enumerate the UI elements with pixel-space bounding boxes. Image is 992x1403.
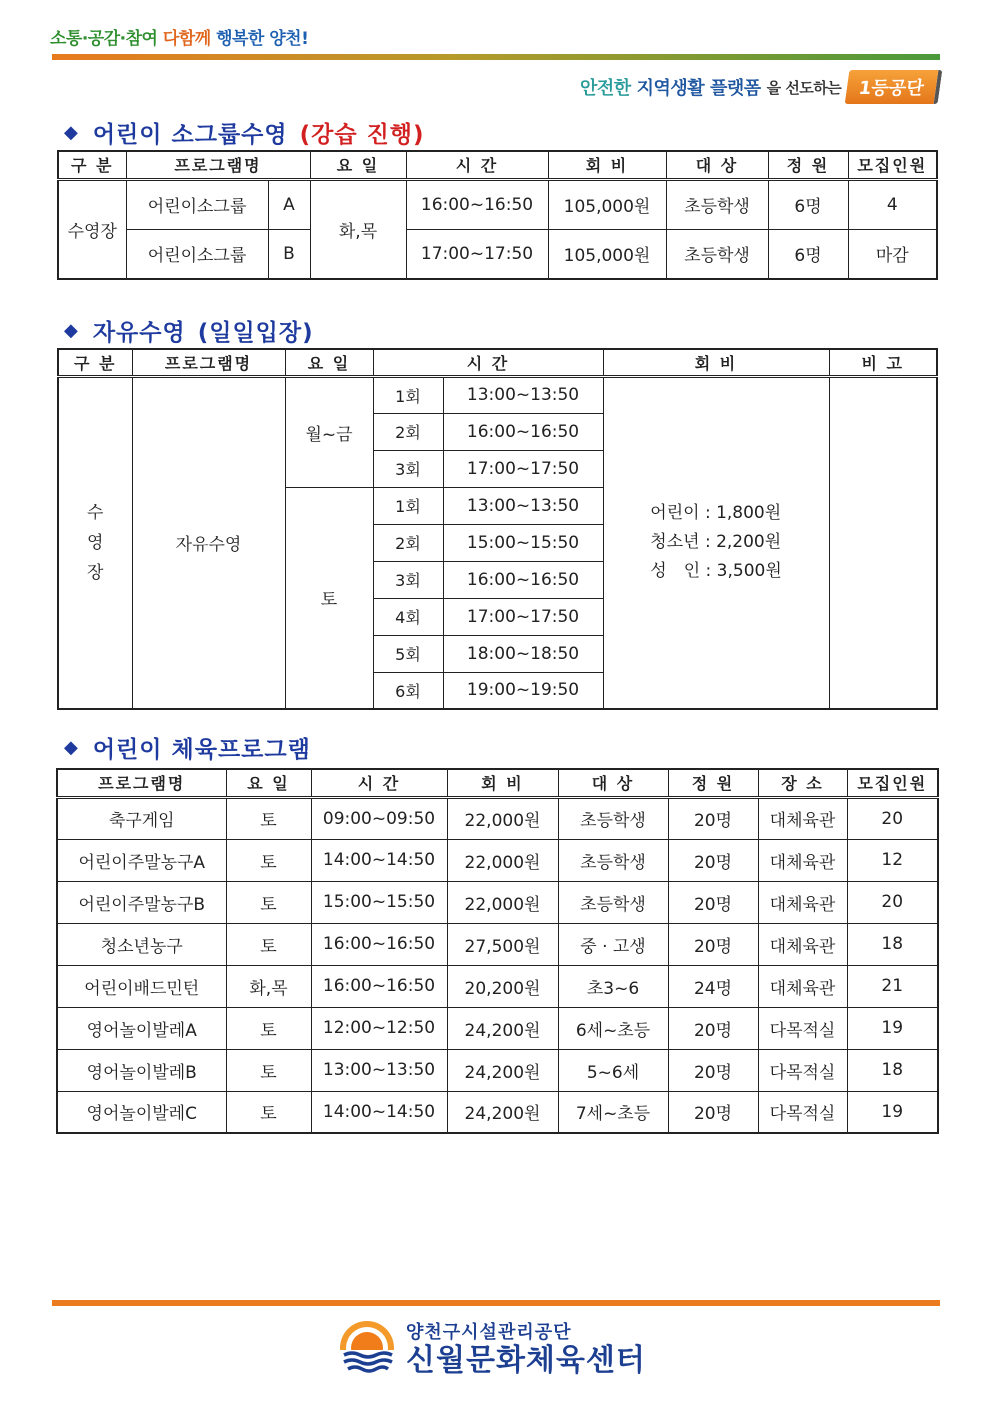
category-cell: 수영장 [58,179,126,279]
fee-cell: 24,200원 [447,1049,558,1091]
kids-sports-title [64,731,311,764]
header-cell: 프로그램명 [126,151,310,179]
time-cell: 19:00~19:50 [443,672,603,709]
time-cell: 16:00~16:50 [311,965,447,1007]
free-swim-title [64,314,314,347]
table-row [58,376,937,413]
capacity-cell: 20명 [668,797,758,839]
recruit-cell: 21 [847,965,938,1007]
header-cell: 구 분 [58,349,132,376]
header-cell: 장 소 [758,769,847,797]
free-swim-title-text: 자유수영 [92,320,186,346]
small-group-title-text: 어린이 소그룹수영 [92,122,288,148]
days-cell: 월~금 [285,376,373,487]
footer-center: 신월문화체육센터 [406,1343,646,1378]
time-cell: 16:00~16:50 [443,413,603,450]
fee-cell: 105,000원 [548,229,666,279]
header-cell: 회 비 [447,769,558,797]
time-cell: 17:00~17:50 [443,598,603,635]
recruit-cell: 20 [847,881,938,923]
table-row [58,229,937,279]
table-row [57,1049,938,1091]
program-cell: 영어놀이발레C [57,1091,226,1133]
place-cell: 다목적실 [758,1091,847,1133]
recruit-cell: 18 [847,1049,938,1091]
time-cell: 16:00~16:50 [406,179,548,229]
bottom-divider [52,1300,940,1306]
time-cell: 12:00~12:50 [311,1007,447,1049]
group-cell: A [268,179,310,229]
small-group-table [57,150,938,280]
group-cell: B [268,229,310,279]
header-cell: 시 간 [406,151,548,179]
time-cell: 14:00~14:50 [311,1091,447,1133]
place-cell: 대체육관 [758,839,847,881]
header-cell: 모집인원 [848,151,937,179]
footer-org: 양천구시설관리공단 [406,1322,572,1343]
target-cell: 초등학생 [666,179,768,229]
header-cell: 모집인원 [847,769,938,797]
recruit-cell: 12 [847,839,938,881]
time-cell: 16:00~16:50 [311,923,447,965]
program-cell: 축구게임 [57,797,226,839]
time-cell: 15:00~15:50 [311,881,447,923]
fee-adult: 성 인 : 3,500원 [650,561,782,582]
footer [338,1318,646,1378]
slogan [50,24,308,49]
tagline-badge: 1등공단 [845,70,942,104]
round-cell: 3회 [373,561,443,598]
time-cell: 13:00~13:50 [311,1049,447,1091]
header-cell: 요 일 [285,349,373,376]
capacity-cell: 20명 [668,923,758,965]
target-cell: 초등학생 [666,229,768,279]
place-cell: 다목적실 [758,1049,847,1091]
days-cell: 토 [226,1049,311,1091]
days-cell: 토 [226,1091,311,1133]
days-cell: 토 [226,881,311,923]
program-cell: 영어놀이발레B [57,1049,226,1091]
target-cell: 5~6세 [558,1049,668,1091]
note-cell [829,376,937,709]
header-cell: 정 원 [668,769,758,797]
capacity-cell: 6명 [768,179,848,229]
category-char: 수 [87,502,104,523]
table-row [57,1007,938,1049]
recruit-cell: 마감 [848,229,937,279]
fee-cell: 24,200원 [447,1091,558,1133]
place-cell: 다목적실 [758,1007,847,1049]
table-row [57,965,938,1007]
category-cell [58,376,132,709]
table-row [57,797,938,839]
header-cell: 정 원 [768,151,848,179]
days-cell: 화,목 [310,179,406,279]
capacity-cell: 20명 [668,1091,758,1133]
category-char: 장 [87,562,104,583]
round-cell: 1회 [373,487,443,524]
header-cell: 대 상 [666,151,768,179]
table-row [57,881,938,923]
slogan-part-1: 소통·공감·참여 [50,29,158,49]
header-cell: 구 분 [58,151,126,179]
fee-cell: 22,000원 [447,797,558,839]
tagline-part-2: 지역생활 플랫폼 [636,78,761,99]
tagline-part-3: 을 선도하는 [766,78,842,97]
capacity-cell: 20명 [668,881,758,923]
round-cell: 2회 [373,524,443,561]
recruit-cell: 20 [847,797,938,839]
target-cell: 6세~초등 [558,1007,668,1049]
days-cell: 토 [226,923,311,965]
fee-child: 어린이 : 1,800원 [650,503,782,524]
time-cell: 17:00~17:50 [443,450,603,487]
fee-cell: 22,000원 [447,839,558,881]
fee-cell: 22,000원 [447,881,558,923]
header-cell: 대 상 [558,769,668,797]
round-cell: 1회 [373,376,443,413]
header-cell: 요 일 [226,769,311,797]
fee-cell: 24,200원 [447,1007,558,1049]
diamond-icon: ◆ [64,737,79,758]
slogan-part-3: 행복한 양천! [216,29,309,49]
target-cell: 7세~초등 [558,1091,668,1133]
category-char: 영 [87,532,104,553]
round-cell: 2회 [373,413,443,450]
header-cell: 시 간 [373,349,603,376]
place-cell: 대체육관 [758,965,847,1007]
target-cell: 초3~6 [558,965,668,1007]
place-cell: 대체육관 [758,797,847,839]
days-cell: 토 [226,797,311,839]
capacity-cell: 20명 [668,1049,758,1091]
tagline [580,70,940,104]
round-cell: 3회 [373,450,443,487]
days-cell: 토 [226,1007,311,1049]
time-cell: 15:00~15:50 [443,524,603,561]
round-cell: 4회 [373,598,443,635]
small-group-title-note: (강습 진행) [299,122,425,148]
time-cell: 13:00~13:50 [443,487,603,524]
program-cell: 어린이주말농구B [57,881,226,923]
program-cell: 영어놀이발레A [57,1007,226,1049]
program-cell: 자유수영 [132,376,285,709]
program-cell: 어린이배드민턴 [57,965,226,1007]
target-cell: 초등학생 [558,881,668,923]
table-row [57,923,938,965]
recruit-cell: 4 [848,179,937,229]
time-cell: 18:00~18:50 [443,635,603,672]
diamond-icon: ◆ [64,122,79,143]
recruit-cell: 19 [847,1007,938,1049]
free-swim-table [57,348,938,710]
fee-cell: 105,000원 [548,179,666,229]
fee-cell: 20,200원 [447,965,558,1007]
target-cell: 중 · 고생 [558,923,668,965]
program-cell: 어린이소그룹 [126,229,268,279]
capacity-cell: 6명 [768,229,848,279]
days-cell: 토 [285,487,373,709]
time-cell: 14:00~14:50 [311,839,447,881]
place-cell: 대체육관 [758,923,847,965]
capacity-cell: 20명 [668,839,758,881]
top-divider [52,54,940,60]
free-swim-title-note: (일일입장) [197,320,314,346]
diamond-icon: ◆ [64,320,79,341]
header-cell: 회 비 [548,151,666,179]
header-cell: 프로그램명 [57,769,226,797]
capacity-cell: 24명 [668,965,758,1007]
recruit-cell: 18 [847,923,938,965]
time-cell: 13:00~13:50 [443,376,603,413]
kids-sports-title-text: 어린이 체육프로그램 [92,737,311,763]
kids-sports-table [56,768,939,1134]
target-cell: 초등학생 [558,797,668,839]
days-cell: 화,목 [226,965,311,1007]
sun-wave-logo-icon [338,1319,396,1377]
days-cell: 토 [226,839,311,881]
time-cell: 09:00~09:50 [311,797,447,839]
program-cell: 어린이주말농구A [57,839,226,881]
fee-cell [603,376,829,709]
place-cell: 대체육관 [758,881,847,923]
time-cell: 17:00~17:50 [406,229,548,279]
table-row [57,1091,938,1133]
header-cell: 회 비 [603,349,829,376]
time-cell: 16:00~16:50 [443,561,603,598]
fee-cell: 27,500원 [447,923,558,965]
table-row [57,839,938,881]
fee-youth: 청소년 : 2,200원 [650,532,782,553]
target-cell: 초등학생 [558,839,668,881]
small-group-title [64,116,425,149]
table-row [58,179,937,229]
round-cell: 6회 [373,672,443,709]
capacity-cell: 20명 [668,1007,758,1049]
slogan-part-2: 다함께 [162,29,211,49]
round-cell: 5회 [373,635,443,672]
program-cell: 청소년농구 [57,923,226,965]
header-cell: 프로그램명 [132,349,285,376]
header-cell: 시 간 [311,769,447,797]
recruit-cell: 19 [847,1091,938,1133]
header-cell: 비 고 [829,349,937,376]
tagline-part-1: 안전한 [579,78,631,99]
program-cell: 어린이소그룹 [126,179,268,229]
header-cell: 요 일 [310,151,406,179]
